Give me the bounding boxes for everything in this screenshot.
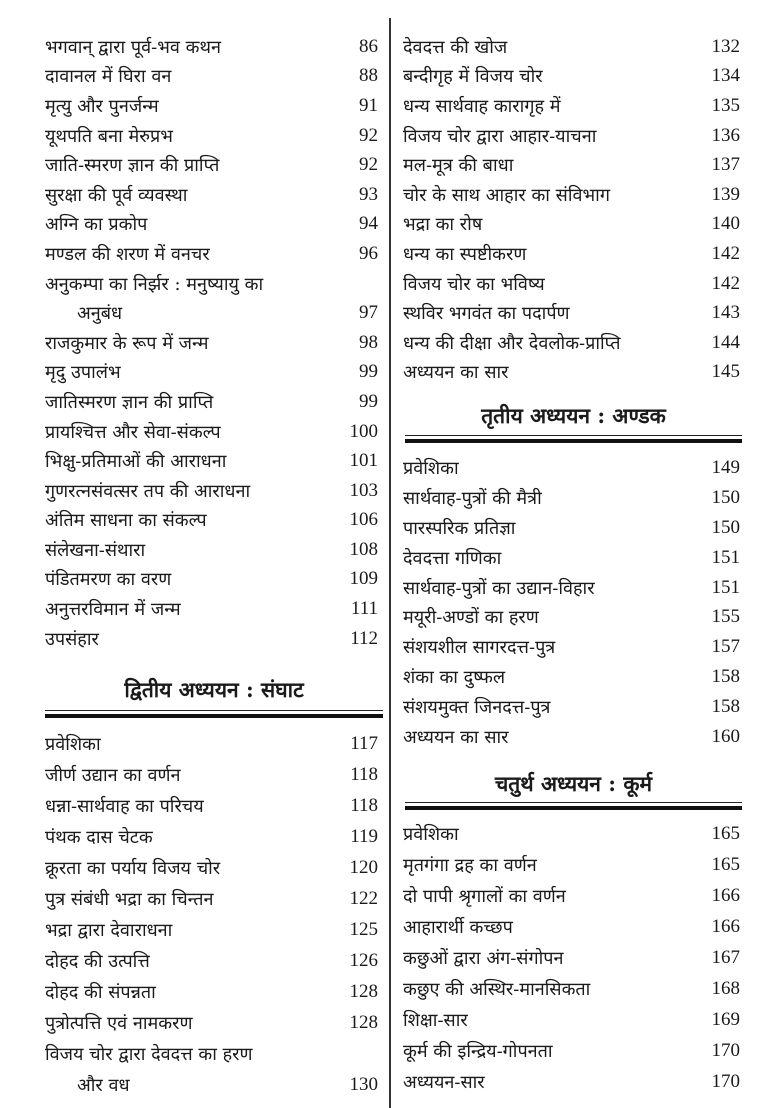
page-number: 170 (711, 1039, 740, 1061)
entry-title: भिक्षु-प्रतिमाओं की आराधना (45, 451, 227, 473)
toc-entry (45, 476, 378, 506)
toc-entry (403, 32, 740, 62)
entry-title: स्थविर भगवंत का पदार्पण (403, 303, 570, 325)
toc-entry (45, 976, 378, 1007)
page-number: 170 (711, 1070, 740, 1092)
entry-title: बन्दीगृह में विजय चोर (403, 66, 543, 88)
toc-entry (403, 298, 740, 328)
toc-entry (45, 790, 378, 821)
page-number: 151 (711, 576, 740, 598)
page-number: 130 (349, 1073, 378, 1095)
entry-title: क्रूरता का पर्याय विजय चोर (45, 857, 221, 879)
entry-title: पुत्रोत्पत्ति एवं नामकरण (45, 1012, 193, 1034)
toc-entry (45, 298, 378, 328)
entry-title: गुणरत्नसंवत्सर तप की आराधना (45, 480, 251, 502)
page-number: 143 (711, 302, 740, 324)
page-number: 140 (711, 213, 740, 235)
entry-title: सुरक्षा की पूर्व व्यवस्था (45, 184, 188, 206)
toc-entry (45, 91, 378, 121)
entry-title: मल-मूत्र की बाधा (403, 155, 514, 177)
entry-title: दोहद की उत्पत्ति (45, 950, 150, 972)
toc-list-chapter-4 (403, 818, 740, 1097)
entry-title: अनुबंध (77, 303, 123, 325)
entry-title: अध्ययन का सार (403, 726, 509, 748)
page-number: 96 (359, 242, 378, 264)
page-number: 103 (349, 479, 378, 501)
page-number: 135 (711, 94, 740, 116)
entry-title: अध्ययन-सार (403, 1071, 485, 1093)
toc-entry (403, 328, 740, 358)
page-number: 126 (349, 949, 378, 971)
toc-entry (403, 513, 740, 543)
toc-entry (45, 358, 378, 388)
toc-entry (403, 483, 740, 513)
toc-entry (45, 121, 378, 151)
toc-entry (45, 328, 378, 358)
toc-entry (403, 91, 740, 121)
toc-list-right-top (403, 32, 740, 387)
entry-title: विजय चोर का भविष्य (403, 273, 545, 295)
toc-entry (403, 911, 740, 942)
toc-entry (403, 239, 740, 269)
page-number: 167 (711, 946, 740, 968)
toc-entry (45, 565, 378, 595)
page-number: 119 (350, 825, 378, 847)
toc-entry (45, 883, 378, 914)
toc-entry (403, 602, 740, 632)
entry-title: पुत्र संबंधी भद्रा का चिन्तन (45, 888, 214, 910)
toc-entry (45, 210, 378, 240)
entry-title: मयूरी-अण्डों का हरण (403, 607, 539, 629)
entry-title: देवदत्ता गणिका (403, 547, 502, 569)
entry-title: धन्य का स्पष्टीकरण (403, 243, 527, 265)
entry-title: धन्य सार्थवाह कारागृह में (403, 95, 561, 117)
entry-title: मृत्यु और पुनर्जन्म (45, 95, 159, 117)
toc-entry (403, 1004, 740, 1035)
page-number: 168 (711, 977, 740, 999)
entry-title: मृदु उपालंभ (45, 362, 121, 384)
toc-entry (45, 506, 378, 536)
page-number: 94 (359, 213, 378, 235)
page-number: 149 (711, 456, 740, 478)
page-number: 98 (359, 331, 378, 353)
page-number: 118 (350, 794, 378, 816)
toc-entry (403, 269, 740, 299)
entry-title: अग्नि का प्रकोप (45, 214, 148, 236)
entry-title: अंतिम साधना का संकल्प (45, 510, 207, 532)
toc-entry (45, 852, 378, 883)
entry-title: कछुए की अस्थिर-मानसिकता (403, 978, 591, 1000)
toc-entry (403, 210, 740, 240)
toc-entry (403, 880, 740, 911)
page-number: 165 (711, 822, 740, 844)
page-number: 128 (349, 980, 378, 1002)
entry-title: दावानल में घिरा वन (45, 66, 172, 88)
chapter-heading-4: चतुर्थ अध्ययन : कूर्म (494, 771, 653, 796)
page-number: 150 (711, 486, 740, 508)
page-number: 100 (349, 420, 378, 442)
toc-entry (45, 180, 378, 210)
page-number: 108 (349, 538, 378, 560)
entry-title: दोहद की संपन्नता (45, 981, 156, 1003)
page-number: 169 (711, 1008, 740, 1030)
toc-entry (403, 849, 740, 880)
page-number: 118 (350, 763, 378, 785)
page-number: 125 (349, 918, 378, 940)
page-number: 112 (350, 627, 378, 649)
page-number: 92 (359, 124, 378, 146)
page-number: 134 (711, 65, 740, 87)
toc-entry (403, 662, 740, 692)
toc-entry (403, 818, 740, 849)
toc-entry (403, 62, 740, 92)
entry-title: अनुकम्पा का निर्झर : मनुष्यायु का (45, 273, 264, 295)
entry-title: चोर के साथ आहार का संविभाग (403, 184, 610, 206)
page-number: 158 (711, 696, 740, 718)
entry-title: संशयशील सागरदत्त-पुत्र (403, 637, 556, 659)
entry-title: मृतगंगा द्रह का वर्णन (403, 854, 537, 876)
entry-title: पंडितमरण का वरण (45, 569, 172, 591)
toc-entry (45, 914, 378, 945)
toc-entry (45, 1007, 378, 1038)
toc-entry (45, 62, 378, 92)
toc-entry (45, 594, 378, 624)
entry-title: प्रवेशिका (45, 733, 101, 755)
page-number: 165 (711, 853, 740, 875)
page-number: 92 (359, 154, 378, 176)
toc-entry (403, 1066, 740, 1097)
page-number: 151 (711, 546, 740, 568)
entry-title: पंथक दास चेटक (45, 826, 153, 848)
entry-title: पारस्परिक प्रतिज्ञा (403, 517, 516, 539)
page-number: 122 (349, 887, 378, 909)
entry-title: सार्थवाह-पुत्रों की मैत्री (403, 487, 542, 509)
page-number: 150 (711, 516, 740, 538)
page-number: 166 (711, 884, 740, 906)
page-number: 111 (350, 598, 378, 620)
entry-title: जाति-स्मरण ज्ञान की प्राप्ति (45, 155, 220, 177)
chapter-heading-2: द्वितीय अध्ययन : संघाट (124, 677, 304, 702)
toc-entry (403, 180, 740, 210)
page-number: 137 (711, 154, 740, 176)
toc-entry (45, 728, 378, 759)
page-number: 109 (349, 568, 378, 590)
entry-title: प्रायश्चित्त और सेवा-संकल्प (45, 421, 221, 443)
heading-rule (45, 710, 383, 718)
toc-entry (45, 387, 378, 417)
entry-title: जातिस्मरण ज्ञान की प्राप्ति (45, 391, 214, 413)
page-number: 93 (359, 183, 378, 205)
entry-title: संलेखना-संथारा (45, 539, 146, 561)
entry-title: सार्थवाह-पुत्रों का उद्यान-विहार (403, 577, 595, 599)
page-number: 142 (711, 272, 740, 294)
page-number: 160 (711, 725, 740, 747)
toc-entry (45, 535, 378, 565)
entry-title: आहारार्थी कच्छप (403, 916, 513, 938)
entry-title: भद्रा का रोष (403, 214, 483, 236)
page-number: 155 (711, 606, 740, 628)
toc-entry (403, 573, 740, 603)
page-number: 99 (359, 361, 378, 383)
page-number: 132 (711, 35, 740, 57)
toc-entry (45, 624, 378, 654)
entry-title: कछुओं द्वारा अंग-संगोपन (403, 947, 564, 969)
entry-title: उपसंहार (45, 628, 99, 650)
column-divider (389, 18, 391, 1108)
entry-title: मण्डल की शरण में वनचर (45, 243, 210, 265)
toc-entry (403, 543, 740, 573)
page-number: 144 (711, 331, 740, 353)
page-number: 128 (349, 1011, 378, 1033)
entry-title: शंका का दुष्फल (403, 667, 506, 689)
entry-title: देवदत्त की खोज (403, 36, 508, 58)
toc-entry (403, 973, 740, 1004)
entry-title: अध्ययन का सार (403, 362, 509, 384)
page-number: 166 (711, 915, 740, 937)
entry-title: दो पापी श्रृगालों का वर्णन (403, 885, 566, 907)
page-number: 158 (711, 666, 740, 688)
toc-entry (45, 417, 378, 447)
entry-title: यूथपति बना मेरुप्रभ (45, 125, 173, 147)
page-number: 139 (711, 183, 740, 205)
entry-title: और वध (77, 1074, 130, 1096)
entry-title: जीर्ण उद्यान का वर्णन (45, 764, 181, 786)
toc-entry (403, 150, 740, 180)
toc-entry (403, 692, 740, 722)
page-number: 117 (350, 732, 378, 754)
page-number: 97 (359, 302, 378, 324)
toc-entry (403, 453, 740, 483)
toc-entry (45, 269, 378, 299)
page-number: 120 (349, 856, 378, 878)
chapter-heading-3: तृतीय अध्ययन : अण्डक (481, 403, 666, 428)
toc-entry (45, 1069, 378, 1100)
toc-entry (45, 239, 378, 269)
page-number: 136 (711, 124, 740, 146)
toc-list-chapter-2 (45, 728, 378, 1100)
toc-entry (403, 121, 740, 151)
toc-entry (45, 821, 378, 852)
entry-title: प्रवेशिका (403, 823, 459, 845)
toc-entry (403, 1035, 740, 1066)
page-number: 91 (359, 94, 378, 116)
page-number: 145 (711, 361, 740, 383)
heading-rule (405, 435, 742, 443)
entry-title: भद्रा द्वारा देवाराधना (45, 919, 173, 941)
toc-entry (45, 759, 378, 790)
page-number: 99 (359, 390, 378, 412)
toc-entry (45, 945, 378, 976)
entry-title: धन्य की दीक्षा और देवलोक-प्राप्ति (403, 332, 621, 354)
page-number: 142 (711, 242, 740, 264)
page-number: 157 (711, 636, 740, 658)
toc-entry (403, 632, 740, 662)
toc-entry (45, 1038, 378, 1069)
entry-title: प्रवेशिका (403, 457, 459, 479)
page-number: 106 (349, 509, 378, 531)
toc-entry (45, 150, 378, 180)
page-number: 88 (359, 65, 378, 87)
toc-entry (403, 358, 740, 388)
heading-rule (405, 802, 742, 810)
toc-entry (403, 722, 740, 752)
toc-list-chapter-3 (403, 453, 740, 752)
toc-list-left-top (45, 32, 378, 653)
entry-title: विजय चोर द्वारा देवदत्त का हरण (45, 1043, 253, 1065)
page-number: 86 (359, 35, 378, 57)
toc-entry (403, 942, 740, 973)
entry-title: शिक्षा-सार (403, 1009, 468, 1031)
entry-title: विजय चोर द्वारा आहार-याचना (403, 125, 597, 147)
entry-title: अनुत्तरविमान में जन्म (45, 599, 181, 621)
entry-title: भगवान् द्वारा पूर्व-भव कथन (45, 36, 221, 58)
toc-entry (45, 32, 378, 62)
toc-entry (45, 446, 378, 476)
page-number: 101 (349, 450, 378, 472)
entry-title: राजकुमार के रूप में जन्म (45, 332, 209, 354)
entry-title: धन्ना-सार्थवाह का परिचय (45, 795, 204, 817)
entry-title: संशयमुक्त जिनदत्त-पुत्र (403, 697, 551, 719)
entry-title: कूर्म की इन्द्रिय-गोपनता (403, 1040, 553, 1062)
